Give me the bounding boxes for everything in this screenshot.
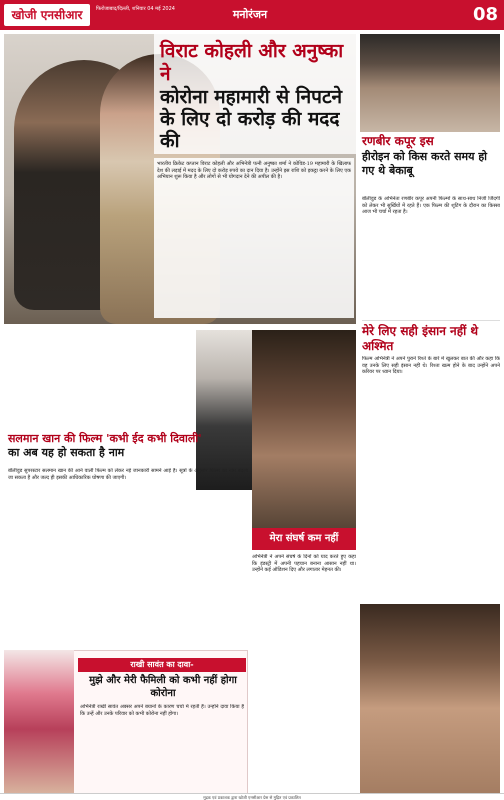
salman-body-text: बॉलीवुड सुपरस्टार सलमान खान की आने वाली फिल्म को लेकर नई जानकारी सामने आई है। सूत्रों के अनुसार फिल्म का नाम बदला जा सकता है और जल्द ही इसकी आधिकारिक घोषणा की जाएगी।: [8, 468, 248, 481]
mera-body: [252, 554, 356, 792]
page-number: 08: [472, 4, 498, 25]
masthead: खोजी एनसीआर: [4, 4, 90, 26]
lead-headline-red: विराट कोहली और अनुष्का ने: [160, 40, 344, 85]
mera-body-text: अभिनेत्री ने अपने संघर्ष के दिनों को याद करते हुए कहा कि इंडस्ट्री में अपनी पहचान बनाना आसान नहीं था। उन्होंने कई ऑडिशन दिए और लगातार मेहनत की।: [252, 554, 356, 574]
rakhi-body-text: अभिनेत्री राखी सावंत अक्सर अपने बयानों के कारण चर्चा में रहती हैं। उन्होंने दावा किया है कि उन्हें और उनके परिवार को कभी कोरोना नहीं होगा।: [80, 704, 244, 717]
footer-imprint: मुद्रक एवं प्रकाशक द्वारा खोजी एनसीआर प्रेस से मुद्रित एवं प्रकाशित: [0, 793, 504, 800]
divider: [362, 320, 500, 321]
ranbir-body: [362, 196, 500, 320]
lead-headline: [154, 34, 356, 154]
ranbir-body-text: बॉलीवुड के अभिनेता रणबीर कपूर अपनी फिल्मों के साथ-साथ निजी जिंदगी को लेकर भी सुर्खियों में रहते हैं। एक फिल्म की शूटिंग के दौरान का किस्सा आज भी चर्चा में रहता है।: [362, 196, 500, 216]
lead-headline-black: कोरोना महामारी से निपटने के लिए दो करोड़ की मदद की: [160, 86, 343, 152]
ranbir-headline-red: रणबीर कपूर इस: [362, 134, 434, 148]
ranbir-headline-black: हीरोइन को किस करते समय हो गए थे बेकाबू: [362, 150, 488, 177]
salman-headline: [8, 432, 218, 460]
top-bar: [0, 0, 504, 30]
ranbir-photo: [360, 34, 500, 132]
salman-intro: [8, 330, 192, 430]
ashmit-body-text: फिल्म अभिनेत्री ने अपने पुराने रिश्ते के बारे में खुलकर बात की और कहा कि वह उनके लिए सही इंसान नहीं थे। रिश्ता खत्म होने के बाद उन्होंने अपने करियर पर ध्यान दिया।: [362, 356, 500, 376]
rakhi-tag: राखी सावंत का दावा-: [78, 658, 246, 672]
salman-headline-black: का अब यह हो सकता है नाम: [8, 446, 125, 459]
lead-body-text: भारतीय क्रिकेट कप्तान विराट कोहली और अभिनेत्री पत्नी अनुष्का शर्मा ने कोविड-19 महामारी के खिलाफ देश की लड़ाई में मदद के लिए दो करोड़ रुपये का दान दिया है। उन्होंने इस राशि को इकट्ठा करने के लिए एक अभियान शुरू किया है और लोगों से भी योगदान देने की अपील की है।: [157, 161, 351, 181]
section-title: मनोरंजन: [232, 8, 268, 21]
lead-photo: [4, 34, 356, 324]
rakhi-photo: [4, 650, 74, 794]
mera-photo: [252, 330, 356, 540]
ashmit-headline: मेरे लिए सही इंसान नहीं थे अश्मित: [362, 324, 479, 353]
salman-body: [8, 468, 248, 646]
date-line: फिरोजाबाद/दिल्ली, शनिवार 04 मई 2024: [96, 6, 175, 12]
lead-body: [154, 158, 354, 318]
ashmit-body: [362, 356, 500, 600]
ashmit-photo: [360, 604, 500, 794]
mera-headline: मेरा संघर्ष कम नहीं: [252, 528, 356, 550]
rakhi-headline: मुझे और मेरी फैमिली को कभी नहीं होगा कोरोना: [89, 675, 237, 699]
rakhi-body: [80, 704, 244, 790]
salman-headline-red: सलमान खान की फिल्म 'कभी ईद कभी दिवाली': [8, 432, 202, 445]
